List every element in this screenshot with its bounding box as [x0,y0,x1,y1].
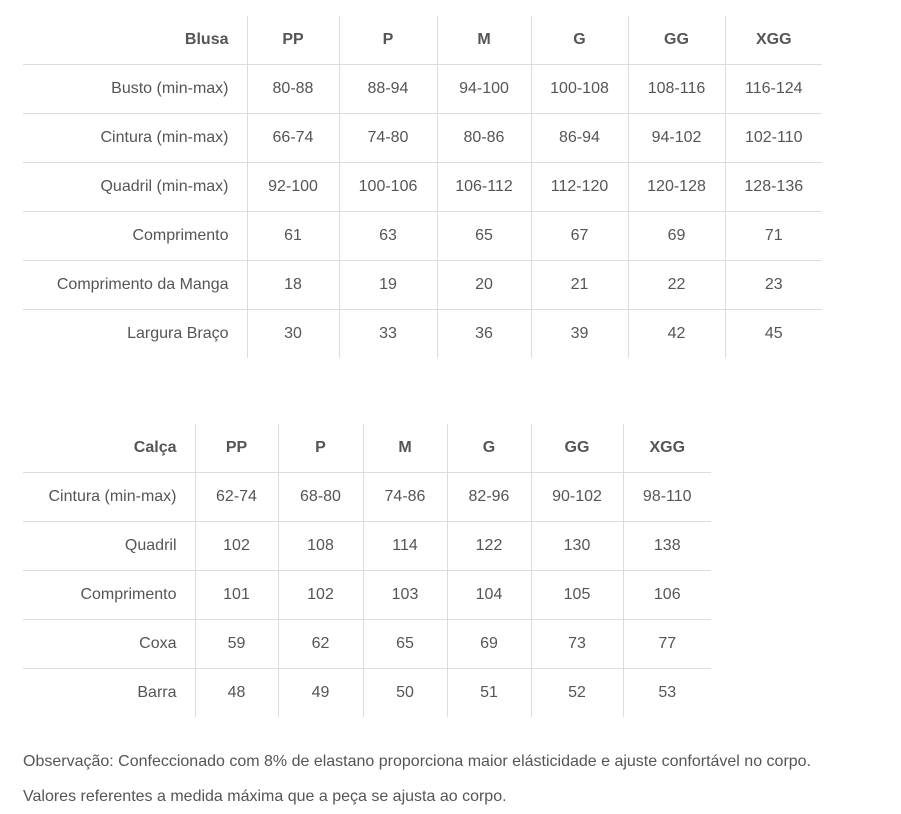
notes-section [23,744,811,814]
row-label: Comprimento [23,571,195,620]
table-cell: 22 [628,261,725,310]
table-cell: 68-80 [278,473,363,522]
table-cell: 73 [531,620,623,669]
row-label: Barra [23,669,195,718]
table-cell: 106-112 [437,163,531,212]
table-cell: 120-128 [628,163,725,212]
row-label: Largura Braço [23,310,247,359]
size-header-m: M [363,424,447,473]
table-cell: 69 [447,620,531,669]
table-cell: 114 [363,522,447,571]
table-cell: 69 [628,212,725,261]
blusa-size-table [23,16,822,358]
size-header-p: P [339,16,437,65]
table-cell: 104 [447,571,531,620]
table-cell: 82-96 [447,473,531,522]
row-label: Comprimento da Manga [23,261,247,310]
row-label: Cintura (min-max) [23,114,247,163]
calca-size-table [23,424,711,717]
row-label: Busto (min-max) [23,65,247,114]
calca-title: Calça [23,424,195,473]
table-cell: 66-74 [247,114,339,163]
table-cell: 63 [339,212,437,261]
size-header-gg: GG [531,424,623,473]
table-cell: 23 [725,261,822,310]
table-cell: 102 [278,571,363,620]
table-cell: 33 [339,310,437,359]
size-header-xgg: XGG [623,424,711,473]
table-row [23,571,711,620]
table-cell: 80-88 [247,65,339,114]
table-cell: 94-100 [437,65,531,114]
row-label: Cintura (min-max) [23,473,195,522]
table-cell: 67 [531,212,628,261]
table-cell: 19 [339,261,437,310]
table-cell: 42 [628,310,725,359]
table-cell: 59 [195,620,278,669]
size-header-pp: PP [247,16,339,65]
table-cell: 92-100 [247,163,339,212]
table-cell: 80-86 [437,114,531,163]
row-label: Comprimento [23,212,247,261]
table-cell: 102 [195,522,278,571]
size-header-m: M [437,16,531,65]
table-cell: 105 [531,571,623,620]
table-cell: 49 [278,669,363,718]
size-header-xgg: XGG [725,16,822,65]
table-cell: 101 [195,571,278,620]
table-cell: 62 [278,620,363,669]
table-cell: 51 [447,669,531,718]
table-cell: 36 [437,310,531,359]
table-row [23,212,822,261]
table-cell: 65 [363,620,447,669]
row-label: Quadril [23,522,195,571]
table-cell: 100-108 [531,65,628,114]
table-cell: 74-86 [363,473,447,522]
table-cell: 98-110 [623,473,711,522]
table-row [23,310,822,359]
size-header-pp: PP [195,424,278,473]
table-cell: 116-124 [725,65,822,114]
table-row [23,620,711,669]
table-cell: 112-120 [531,163,628,212]
row-label: Coxa [23,620,195,669]
table-header-row [23,16,822,65]
table-cell: 100-106 [339,163,437,212]
table-cell: 94-102 [628,114,725,163]
table-cell: 74-80 [339,114,437,163]
table-cell: 128-136 [725,163,822,212]
table-cell: 108-116 [628,65,725,114]
table-cell: 103 [363,571,447,620]
table-cell: 90-102 [531,473,623,522]
table-cell: 86-94 [531,114,628,163]
table-header-row [23,424,711,473]
table-cell: 53 [658,684,677,701]
table-row [23,669,711,718]
row-label: Quadril (min-max) [23,163,247,212]
size-header-p: P [278,424,363,473]
table-cell: 106 [623,571,711,620]
table-row [23,163,822,212]
observation-note: Observação: Confeccionado com 8% de elastano proporciona maior elásticidade e ajuste confortável no corpo. [23,753,812,770]
table-cell: 88-94 [339,65,437,114]
size-header-gg: GG [628,16,725,65]
values-note: Valores referentes a medida máxima que a peça se ajusta ao corpo. [23,788,507,805]
size-header-g: G [447,424,531,473]
table-cell: 77 [623,620,711,669]
table-cell: 21 [531,261,628,310]
table-cell: 108 [278,522,363,571]
table-cell: 122 [447,522,531,571]
table-cell: 61 [247,212,339,261]
size-header-g: G [531,16,628,65]
table-row [23,261,822,310]
blusa-title: Blusa [23,16,247,65]
table-row [23,522,711,571]
table-cell: 20 [437,261,531,310]
table-cell: 130 [531,522,623,571]
table-row [23,114,822,163]
table-row [23,65,822,114]
table-cell: 39 [531,310,628,359]
table-cell: 71 [725,212,822,261]
table-cell: 18 [247,261,339,310]
table-row [23,473,711,522]
table-cell: 52 [531,669,623,718]
table-cell: 102-110 [725,114,822,163]
table-cell: 48 [195,669,278,718]
table-cell: 138 [623,522,711,571]
table-cell: 50 [363,669,447,718]
table-cell: 45 [764,325,783,342]
table-cell: 65 [437,212,531,261]
table-cell: 30 [247,310,339,359]
table-cell: 62-74 [195,473,278,522]
